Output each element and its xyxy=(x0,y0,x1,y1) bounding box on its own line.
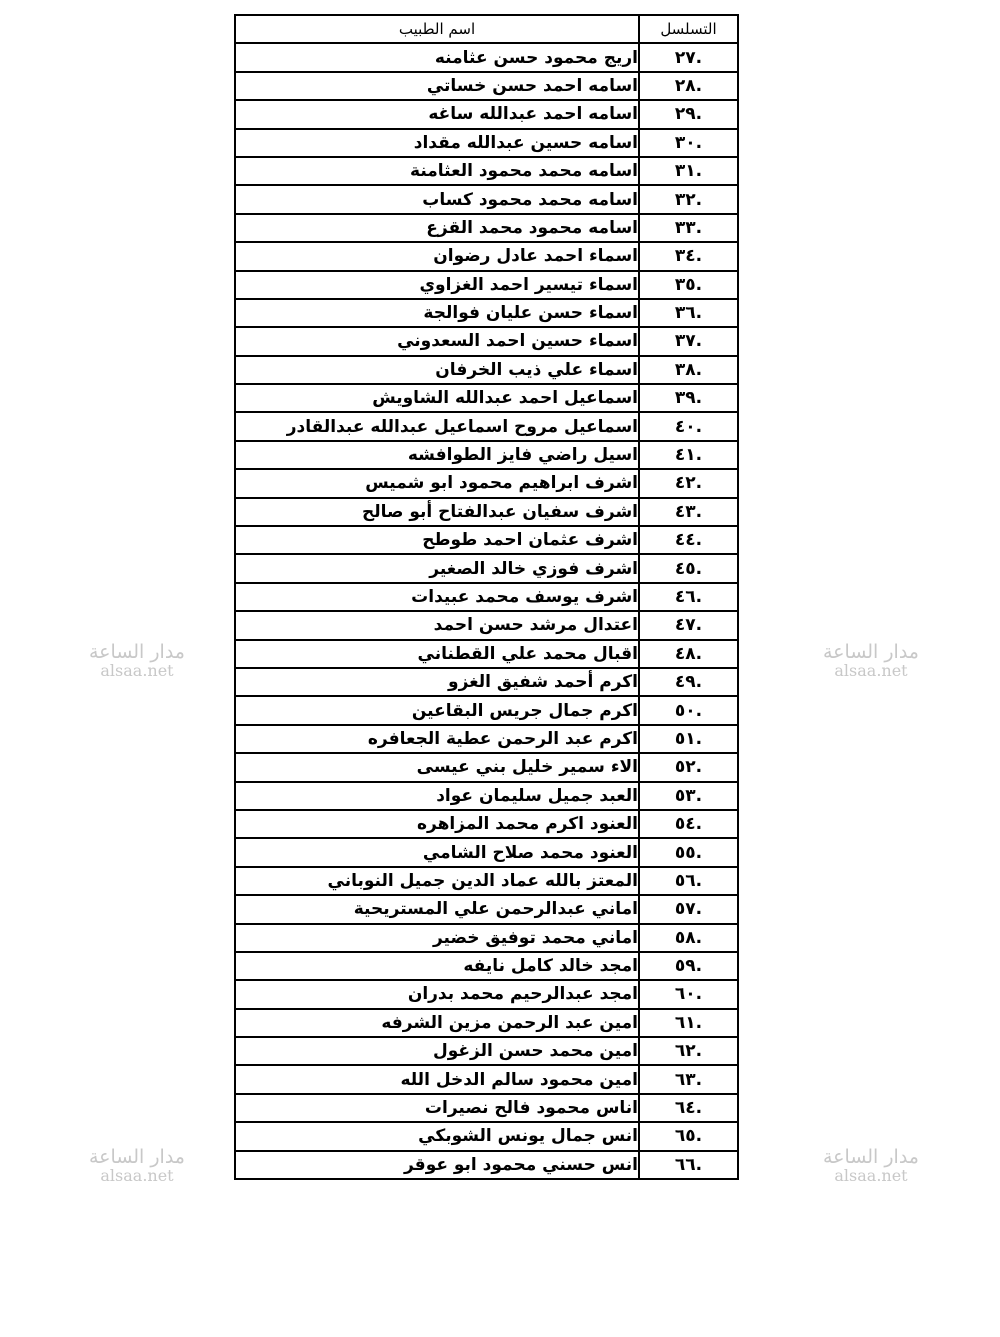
serial-number: .٤٠ xyxy=(639,412,738,440)
doctor-name: العبد جميل سليمان عواد xyxy=(235,782,639,810)
table-row xyxy=(235,696,738,724)
table-row xyxy=(235,554,738,582)
doctor-name: العنود محمد صلاح الشامي xyxy=(235,838,639,866)
table-row xyxy=(235,157,738,185)
serial-number: .٤٩ xyxy=(639,668,738,696)
serial-number: .٣٨ xyxy=(639,356,738,384)
serial-number: .٤٤ xyxy=(639,526,738,554)
doctor-name: اشرف فوزي خالد الصغير xyxy=(235,554,639,582)
serial-number: .٦٣ xyxy=(639,1065,738,1093)
watermark-domain: alsaa.net xyxy=(100,1165,174,1185)
serial-number: .٤٦ xyxy=(639,583,738,611)
serial-number: .٦٠ xyxy=(639,980,738,1008)
watermark-left-upper xyxy=(82,643,192,680)
watermark-arabic: مدار الساعة xyxy=(823,641,919,663)
table-row xyxy=(235,583,738,611)
serial-number: .٥٧ xyxy=(639,895,738,923)
doctor-name: اريج محمود حسن عثامنه xyxy=(235,43,639,71)
doctor-name: اسامه حسين عبدالله مقداد xyxy=(235,129,639,157)
doctor-name: اسيل راضي فايز الطوافشه xyxy=(235,441,639,469)
table-row xyxy=(235,356,738,384)
watermark-domain: alsaa.net xyxy=(834,1165,908,1185)
table-row xyxy=(235,242,738,270)
watermark-left-lower xyxy=(82,1148,192,1185)
watermark-domain: alsaa.net xyxy=(834,660,908,680)
watermark-right-lower xyxy=(816,1148,926,1185)
table-row xyxy=(235,1009,738,1037)
doctor-name: اسامه احمد عبدالله ساغه xyxy=(235,100,639,128)
serial-number: .٦٤ xyxy=(639,1094,738,1122)
doctor-name: امجد عبدالرحيم محمد بدران xyxy=(235,980,639,1008)
table-row xyxy=(235,100,738,128)
doctor-name: اسماعيل مروح اسماعيل عبدالله عبدالقادر xyxy=(235,412,639,440)
serial-number: .٦٢ xyxy=(639,1037,738,1065)
watermark-right-upper xyxy=(816,643,926,680)
table-row xyxy=(235,72,738,100)
table-row xyxy=(235,299,738,327)
table-row xyxy=(235,867,738,895)
doctor-name: اناس محمود فالح نصيرات xyxy=(235,1094,639,1122)
table-row xyxy=(235,725,738,753)
serial-number: .٥٦ xyxy=(639,867,738,895)
doctor-name: اسماء حسين احمد السعدوني xyxy=(235,327,639,355)
doctor-name: اسماء علي ذيب الخرفان xyxy=(235,356,639,384)
serial-number: .٣١ xyxy=(639,157,738,185)
header-serial: التسلسل xyxy=(639,15,738,43)
doctor-name: اسامه محمد محمود العثامنة xyxy=(235,157,639,185)
table-row xyxy=(235,129,738,157)
doctor-name: امجد خالد كامل نايفه xyxy=(235,952,639,980)
table-row xyxy=(235,498,738,526)
table-row xyxy=(235,611,738,639)
serial-number: .٣٤ xyxy=(639,242,738,270)
table-row xyxy=(235,810,738,838)
serial-number: .٥٩ xyxy=(639,952,738,980)
doctor-name: اسماء حسن عليان فوالجة xyxy=(235,299,639,327)
serial-number: .٥٠ xyxy=(639,696,738,724)
doctor-name: اشرف عثمان احمد طوطح xyxy=(235,526,639,554)
serial-number: .٣٦ xyxy=(639,299,738,327)
serial-number: .٣٩ xyxy=(639,384,738,412)
serial-number: .٣٥ xyxy=(639,271,738,299)
serial-number: .٤١ xyxy=(639,441,738,469)
watermark-domain: alsaa.net xyxy=(100,660,174,680)
watermark-arabic: مدار الساعة xyxy=(823,1146,919,1168)
serial-number: .٦٦ xyxy=(639,1151,738,1179)
doctor-name: اشرف ابراهيم محمود ابو شميس xyxy=(235,469,639,497)
serial-number: .٢٨ xyxy=(639,72,738,100)
serial-number: .٣٧ xyxy=(639,327,738,355)
table-row xyxy=(235,185,738,213)
header-doctor-name: اسم الطبيب xyxy=(235,15,639,43)
doctor-name: امين محمد حسن الزغول xyxy=(235,1037,639,1065)
doctor-name: انس جمال يونس الشوبكي xyxy=(235,1122,639,1150)
doctor-name: اماني عبدالرحمن علي المستريحية xyxy=(235,895,639,923)
table-row xyxy=(235,43,738,71)
table-header xyxy=(235,15,738,43)
doctor-name: انس حسني محمود ابو عوقر xyxy=(235,1151,639,1179)
serial-number: .٥٣ xyxy=(639,782,738,810)
serial-number: .٢٩ xyxy=(639,100,738,128)
table-row xyxy=(235,1037,738,1065)
serial-number: .٢٧ xyxy=(639,43,738,71)
doctor-name: اسامه محمد محمود كساب xyxy=(235,185,639,213)
doctor-name: اماني محمد توفيق خضير xyxy=(235,924,639,952)
serial-number: .٥٢ xyxy=(639,753,738,781)
serial-number: .٤٥ xyxy=(639,554,738,582)
watermark-arabic: مدار الساعة xyxy=(89,1146,185,1168)
table-row xyxy=(235,1065,738,1093)
serial-number: .٤٢ xyxy=(639,469,738,497)
doctor-name: اشرف سفيان عبدالفتاح أبو صالح xyxy=(235,498,639,526)
serial-number: .٣٢ xyxy=(639,185,738,213)
serial-number: .٣٣ xyxy=(639,214,738,242)
table-row xyxy=(235,1094,738,1122)
serial-number: .٥٥ xyxy=(639,838,738,866)
doctor-name: اسماء احمد عادل رضوان xyxy=(235,242,639,270)
doctor-name: اسماء تيسير احمد الغزاوي xyxy=(235,271,639,299)
header-row xyxy=(235,15,738,43)
doctor-name: اكرم أحمد شفيق الغزو xyxy=(235,668,639,696)
table-row xyxy=(235,838,738,866)
watermark-arabic: مدار الساعة xyxy=(89,641,185,663)
doctor-name: المعتز بالله عماد الدين جميل النوباني xyxy=(235,867,639,895)
serial-number: .٦٥ xyxy=(639,1122,738,1150)
table-row xyxy=(235,271,738,299)
table-row xyxy=(235,782,738,810)
doctor-name: اشرف يوسف محمد عبيدات xyxy=(235,583,639,611)
table-row xyxy=(235,668,738,696)
table-row xyxy=(235,384,738,412)
table-row xyxy=(235,952,738,980)
serial-number: .٤٨ xyxy=(639,640,738,668)
doctor-name: امين محمود سالم الدخل الله xyxy=(235,1065,639,1093)
doctor-name: اقبال محمد علي القطناني xyxy=(235,640,639,668)
serial-number: .٥١ xyxy=(639,725,738,753)
table-row xyxy=(235,895,738,923)
table-row xyxy=(235,441,738,469)
doctor-name: اعتدال مرشد حسن احمد xyxy=(235,611,639,639)
doctor-name: اسماعيل احمد عبدالله الشاويش xyxy=(235,384,639,412)
doctor-name: اسامه احمد حسن خساتي xyxy=(235,72,639,100)
table-row xyxy=(235,412,738,440)
doctor-name: اسامه محمود محمد القزع xyxy=(235,214,639,242)
serial-number: .٤٧ xyxy=(639,611,738,639)
table-row xyxy=(235,1151,738,1179)
serial-number: .٤٣ xyxy=(639,498,738,526)
table-row xyxy=(235,980,738,1008)
table-body xyxy=(235,43,738,1179)
serial-number: .٥٤ xyxy=(639,810,738,838)
doctors-table xyxy=(234,14,739,1180)
table-row xyxy=(235,753,738,781)
doctor-name: الاء سمير خليل بني عيسى xyxy=(235,753,639,781)
table-row xyxy=(235,924,738,952)
doctor-name: العنود اكرم محمد المزاهره xyxy=(235,810,639,838)
table-row xyxy=(235,214,738,242)
serial-number: .٦١ xyxy=(639,1009,738,1037)
doctor-name: اكرم جمال جريس البقاعين xyxy=(235,696,639,724)
table-row xyxy=(235,1122,738,1150)
table-row xyxy=(235,526,738,554)
doctor-name: امين عبد الرحمن مزين الشرفه xyxy=(235,1009,639,1037)
table-row xyxy=(235,327,738,355)
serial-number: .٥٨ xyxy=(639,924,738,952)
table-row xyxy=(235,469,738,497)
table-row xyxy=(235,640,738,668)
serial-number: .٣٠ xyxy=(639,129,738,157)
doctor-name: اكرم عبد الرحمن عطية الجعافره xyxy=(235,725,639,753)
